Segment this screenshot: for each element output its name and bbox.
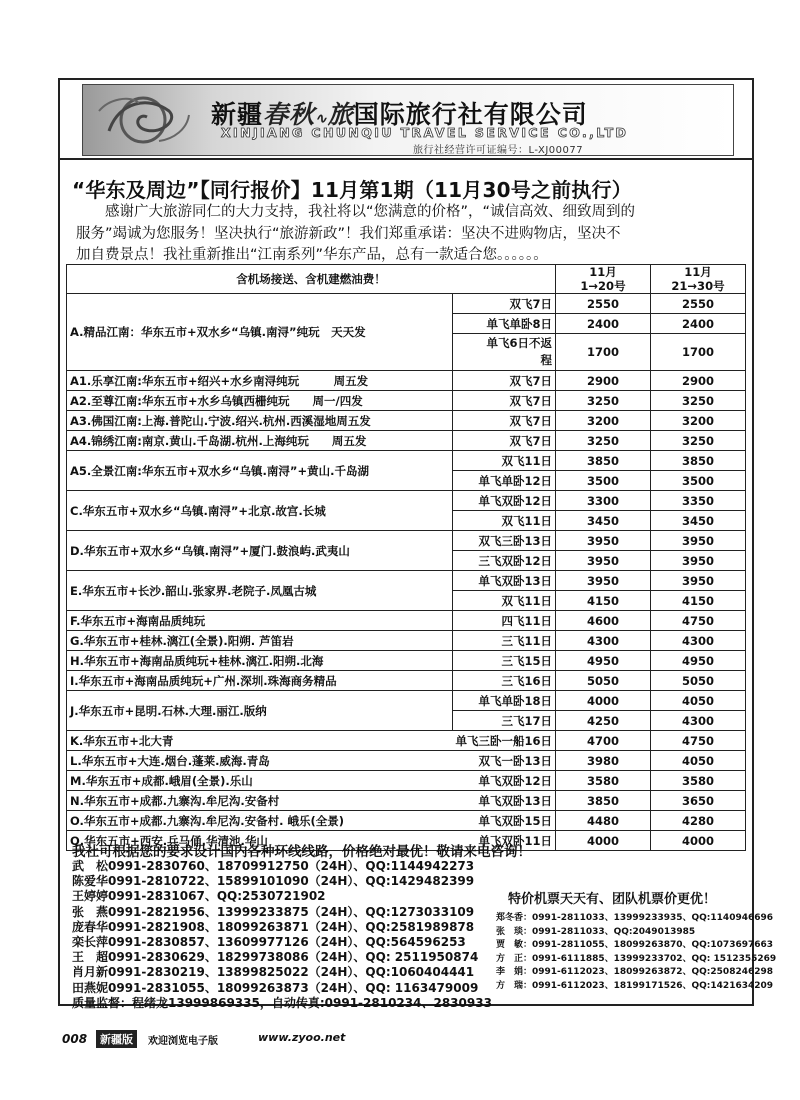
table-row	[67, 631, 746, 651]
price-period-2: 3580	[651, 771, 746, 791]
table-row	[67, 391, 746, 411]
price-period-2: 4050	[651, 751, 746, 771]
route-name: A5.全景江南:华东五市+双水乡“乌镇.南浔”+黄山.千岛湖	[67, 451, 453, 491]
agent-line: 方 瑞：0991-6112023、18199171526、QQ:1421634209	[496, 980, 774, 991]
price-period-1: 4250	[556, 711, 651, 731]
price-period-2: 3850	[651, 451, 746, 471]
route-name: Q.华东五市+西安.兵马俑.华清池.华山	[67, 831, 453, 851]
header-note: 含机场接送、含机建燃油费！	[67, 265, 556, 294]
price-period-1: 4600	[556, 611, 651, 631]
route-name: J.华东五市+昆明.石林.大理.丽江.版纳	[67, 691, 453, 731]
transport-duration: 单飞双卧11日	[452, 831, 555, 851]
price-period-2: 2900	[651, 371, 746, 391]
route-name: O.华东五市+成都.九寨沟.牟尼沟.安备村. 峨乐(全景)	[67, 811, 453, 831]
transport-duration: 单飞双卧15日	[452, 811, 555, 831]
table-row	[67, 611, 746, 631]
edition-badge: 新疆版	[96, 1030, 137, 1048]
route-name: L.华东五市+大连.烟台.蓬莱.威海.青岛	[67, 751, 453, 771]
agent-line: 李 娟：0991-6112023、18099263872、QQ:2508246298	[496, 967, 774, 977]
route-name: C.华东五市+双水乡“乌镇.南浔”+北京.故宫.长城	[67, 491, 453, 531]
price-period-1: 3250	[556, 391, 651, 411]
table-row	[67, 491, 746, 511]
price-period-2: 4750	[651, 731, 746, 751]
price-period-2: 3950	[651, 571, 746, 591]
route-name: M.华东五市+成都.峨眉(全景).乐山	[67, 771, 453, 791]
ticket-note: 特价机票天天有、团队机票价更优！	[508, 892, 717, 907]
company-header	[60, 80, 752, 160]
contact-line: 王 超0991-2830629、18299738086（24H）、QQ: 2511950874	[72, 950, 479, 965]
route-name: A4.锦绣江南:南京.黄山.千岛湖.杭州.上海纯玩 周五发	[67, 431, 453, 451]
price-period-1: 2400	[556, 314, 651, 334]
price-period-2: 2400	[651, 314, 746, 334]
price-period-2: 3350	[651, 491, 746, 511]
price-period-2: 3250	[651, 391, 746, 411]
price-period-1: 3950	[556, 571, 651, 591]
table-row	[67, 571, 746, 591]
price-period-2: 4950	[651, 651, 746, 671]
transport-duration: 三飞17日	[452, 711, 555, 731]
route-name: A.精品江南：华东五市+双水乡“乌镇.南浔”纯玩 天天发	[67, 294, 453, 371]
price-period-1: 3850	[556, 451, 651, 471]
transport-duration: 单飞三卧一船16日	[452, 731, 555, 751]
transport-duration: 双飞11日	[452, 511, 555, 531]
price-period-2: 4300	[651, 631, 746, 651]
price-period-1: 3950	[556, 551, 651, 571]
table-row	[67, 651, 746, 671]
transport-duration: 双飞7日	[452, 371, 555, 391]
table-header-row	[67, 265, 746, 294]
transport-duration: 双飞一卧13日	[452, 751, 555, 771]
agent-line: 张 琰：0991-2811033、QQ:2049013985	[496, 926, 696, 937]
route-name: G.华东五市+桂林.漓江(全景).阳朔. 芦笛岩	[67, 631, 453, 651]
price-period-2: 3950	[651, 551, 746, 571]
price-period-2: 3950	[651, 531, 746, 551]
transport-duration: 单飞双卧13日	[452, 571, 555, 591]
price-period-2: 2550	[651, 294, 746, 314]
contact-line: 张 燕0991-2821956、13999233875（24H）、QQ:1273033109	[72, 904, 475, 919]
price-period-1: 3850	[556, 791, 651, 811]
table-row	[67, 451, 746, 471]
transport-duration: 双飞11日	[452, 451, 555, 471]
price-period-1: 3580	[556, 771, 651, 791]
contact-list	[72, 859, 492, 1011]
price-period-2: 5050	[651, 671, 746, 691]
price-period-2: 4150	[651, 591, 746, 611]
price-period-1: 4150	[556, 591, 651, 611]
route-name: K.华东五市+北大青	[67, 731, 453, 751]
table-row	[67, 371, 746, 391]
contact-line: 田燕妮0991-2831055、18099263873（24H）、QQ: 1163479009	[72, 980, 479, 995]
price-period-2: 3250	[651, 431, 746, 451]
header-period-2: 11月 21→30号	[651, 265, 746, 294]
table-row	[67, 791, 746, 811]
transport-duration: 三飞双卧12日	[452, 551, 555, 571]
quality-supervision: 质量监督：程绪龙13999869335，自动传真:0991-2810234、2830933	[72, 995, 492, 1010]
transport-duration: 单飞单卧8日	[452, 314, 555, 334]
price-period-1: 2550	[556, 294, 651, 314]
table-row	[67, 411, 746, 431]
route-name: A3.佛国江南:上海.普陀山.宁波.绍兴.杭州.西溪湿地周五发	[67, 411, 453, 431]
contact-line: 栾长萍0991-2830857、13609977126（24H）、QQ:564596253	[72, 934, 466, 949]
contact-line: 肖月新0991-2830219、13899825022（24H）、QQ:1060404441	[72, 965, 475, 980]
price-period-1: 4300	[556, 631, 651, 651]
table-row	[67, 771, 746, 791]
transport-duration: 双飞7日	[452, 431, 555, 451]
intro-line: 感谢广大旅游同仁的大力支持，我社将以“您满意的价格”，“诚信高效、细致周到的	[105, 204, 636, 220]
price-period-1: 3450	[556, 511, 651, 531]
table-row	[67, 691, 746, 711]
ticket-agent-list	[496, 912, 776, 993]
route-name: I.华东五市+海南品质纯玩+广州.深圳.珠海商务精品	[67, 671, 453, 691]
price-period-2: 3200	[651, 411, 746, 431]
price-period-2: 3450	[651, 511, 746, 531]
page-title: “华东及周边”【同行报价】11月第1期（11月30号之前执行）	[72, 178, 632, 202]
transport-duration: 双飞三卧13日	[452, 531, 555, 551]
price-period-2: 4750	[651, 611, 746, 631]
price-period-1: 2900	[556, 371, 651, 391]
license-number: 旅行社经营许可证编号：L-XJ00077	[413, 145, 584, 156]
agent-line: 郑冬香：0991-2811033、13999233935、QQ:1140946696	[496, 913, 774, 923]
transport-duration: 单飞双卧12日	[452, 771, 555, 791]
page-sheet	[58, 78, 777, 1058]
price-period-2: 4300	[651, 711, 746, 731]
transport-duration: 单飞单卧12日	[452, 471, 555, 491]
swirl-logo-icon	[89, 91, 197, 149]
table-row	[67, 731, 746, 751]
table-row	[67, 671, 746, 691]
price-period-2: 4280	[651, 811, 746, 831]
transport-duration: 双飞11日	[452, 591, 555, 611]
route-name: E.华东五市+长沙.韶山.张家界.老院子.凤凰古城	[67, 571, 453, 611]
route-name: N.华东五市+成都.九寨沟.牟尼沟.安备村	[67, 791, 453, 811]
route-name: A2.至尊江南:华东五市+水乡乌镇西栅纯玩 周一/四发	[67, 391, 453, 411]
company-name-en: XINJIANG CHUNQIU TRAVEL SERVICE CO.,LTD	[221, 125, 629, 140]
header-period-1: 11月 1→20号	[556, 265, 651, 294]
transport-duration: 单飞双卧12日	[452, 491, 555, 511]
welcome-text: 欢迎浏览电子版	[148, 1036, 218, 1047]
price-period-2: 1700	[651, 334, 746, 371]
price-period-1: 4950	[556, 651, 651, 671]
price-period-1: 4700	[556, 731, 651, 751]
agent-line: 贾 敏：0991-2811055、18099263870、QQ:1073697663	[496, 940, 774, 950]
transport-duration: 双飞7日	[452, 411, 555, 431]
route-name: A1.乐享江南:华东五市+绍兴+水乡南浔纯玩 周五发	[67, 371, 453, 391]
table-row	[67, 431, 746, 451]
transport-duration: 三飞11日	[452, 631, 555, 651]
consult-note: 我社可根据您的要求设计国内各种环线线路，价格绝对最优！敬请来电咨询！	[72, 844, 531, 860]
transport-duration: 单飞6日不返 程	[452, 334, 555, 371]
price-table	[66, 264, 746, 851]
contact-line: 王婷婷0991-2831067、QQ:2530721902	[72, 889, 326, 904]
contact-line: 庞春华0991-2821908、18099263871（24H）、QQ:2581989878	[72, 919, 475, 934]
price-period-1: 3250	[556, 431, 651, 451]
price-period-1: 5050	[556, 671, 651, 691]
price-period-2: 3500	[651, 471, 746, 491]
price-period-1: 3300	[556, 491, 651, 511]
agent-line: 方 正：0991-6111885、13999233702、QQ: 1512355269	[496, 953, 777, 964]
price-period-1: 4000	[556, 831, 651, 851]
company-banner	[82, 84, 734, 156]
price-period-1: 3950	[556, 531, 651, 551]
route-name: H.华东五市+海南品质纯玩+桂林.漓江.阳朔.北海	[67, 651, 453, 671]
price-period-1: 1700	[556, 334, 651, 371]
price-period-1: 3980	[556, 751, 651, 771]
transport-duration: 四飞11日	[452, 611, 555, 631]
transport-duration: 单飞单卧18日	[452, 691, 555, 711]
table-row	[67, 531, 746, 551]
table-row	[67, 751, 746, 771]
price-period-2: 3650	[651, 791, 746, 811]
price-period-2: 4000	[651, 831, 746, 851]
table-row	[67, 811, 746, 831]
contact-line: 陈爱华0991-2810722、15899101090（24H）、QQ:1429482399	[72, 874, 475, 889]
intro-text	[76, 202, 742, 267]
page-footer	[62, 1030, 362, 1048]
transport-duration: 双飞7日	[452, 294, 555, 314]
price-period-2: 4050	[651, 691, 746, 711]
table-row	[67, 294, 746, 314]
transport-duration: 单飞双卧13日	[452, 791, 555, 811]
price-period-1: 3200	[556, 411, 651, 431]
intro-line: 加自费景点！我社重新推出“江南系列”华东产品，总有一款适合您。。。。。。	[76, 247, 548, 263]
page-number: 008	[62, 1032, 88, 1046]
price-period-1: 4000	[556, 691, 651, 711]
price-period-1: 3500	[556, 471, 651, 491]
route-name: D.华东五市+双水乡“乌镇.南浔”+厦门.鼓浪屿.武夷山	[67, 531, 453, 571]
contact-line: 武 松0991-2830760、18709912750（24H）、QQ:1144942273	[72, 859, 475, 873]
transport-duration: 双飞7日	[452, 391, 555, 411]
transport-duration: 三飞16日	[452, 671, 555, 691]
price-period-1: 4480	[556, 811, 651, 831]
company-name-cn: 新疆春秋∿旅国际旅行社有限公司	[211, 100, 588, 129]
route-name: F.华东五市+海南品质纯玩	[67, 611, 453, 631]
transport-duration: 三飞15日	[452, 651, 555, 671]
intro-line: 服务”竭诚为您服务！坚决执行“旅游新政”！我们郑重承诺：坚决不进购物店，坚决不	[76, 225, 621, 242]
website-link[interactable]: www.zyoo.net	[258, 1031, 346, 1044]
